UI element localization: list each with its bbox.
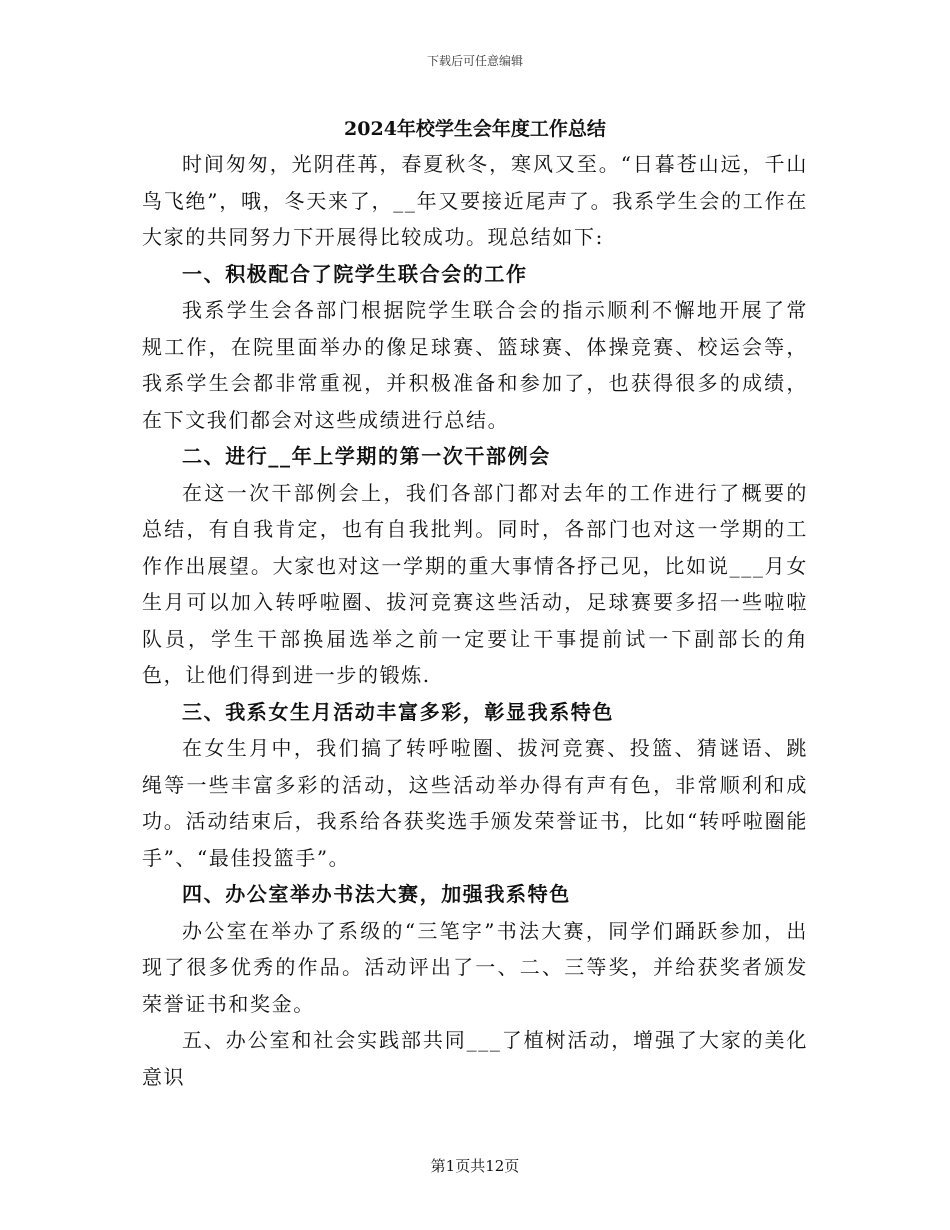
document-title: 2024年校学生会年度工作总结 bbox=[344, 118, 606, 140]
paragraph-section-1: 我系学生会各部门根据院学生联合会的指示顺利不懈地开展了常规工作，在院里面举办的像足球赛、篮球赛、体操竞赛、校运会等，我系学生会都非常重视，并积极准备和参加了，也获得很多的成绩，在下文我们都会对这些成绩进行总结。 bbox=[142, 298, 808, 432]
paragraph-section-3: 在女生月中，我们搞了转呼啦圈、拔河竞赛、投篮、猜谜语、跳绳等一些丰富多彩的活动，这些活动举办得有声有色，非常顺利和成功。活动结束后，我系给各获奖选手颁发荣誉证书，比如“转呼啦圈能手”、“最佳投篮手”。 bbox=[142, 736, 808, 870]
page-number: 第1页共12页 bbox=[430, 1157, 520, 1175]
paragraph-section-4: 办公室在举办了系级的“三笔字”书法大赛，同学们踊跃参加，出现了很多优秀的作品。活动评出了一、二、三等奖，并给获奖者颁发荣誉证书和奖金。 bbox=[142, 918, 808, 1016]
section-heading-3: 三、我系女生月活动丰富多彩，彰显我系特色 bbox=[182, 699, 614, 724]
paragraph-section-5: 五、办公室和社会实践部共同___了植树活动，增强了大家的美化意识 bbox=[142, 1028, 808, 1089]
paragraph-intro: 时间匆匆，光阴荏苒，春夏秋冬，寒风又至。“日暮苍山远，千山鸟飞绝”，哦，冬天来了，__年又要接近尾声了。我系学生会的工作在大家的共同努力下开展得比较成功。现总结如下: bbox=[142, 152, 808, 249]
document-body bbox=[142, 146, 808, 1095]
paragraph-section-2: 在这一次干部例会上，我们各部门都对去年的工作进行了概要的总结，有自我肯定，也有自我批判。同时，各部门也对这一学期的工作作出展望。大家也对这一学期的重大事情各抒己见，比如说___月女生月可以加入转呼啦圈、拔河竞赛这些活动，足球赛要多招一些啦啦队员，学生干部换届选举之前一定要让干事提前试一下副部长的角色，让他们得到进一步的锻炼. bbox=[142, 480, 808, 687]
section-heading-2: 二、进行__年上学期的第一次干部例会 bbox=[182, 444, 551, 468]
section-heading-1: 一、积极配合了院学生联合会的工作 bbox=[182, 261, 528, 286]
header-note: 下载后可任意编辑 bbox=[426, 54, 523, 68]
section-heading-4: 四、办公室举办书法大赛，加强我系特色 bbox=[182, 882, 571, 906]
